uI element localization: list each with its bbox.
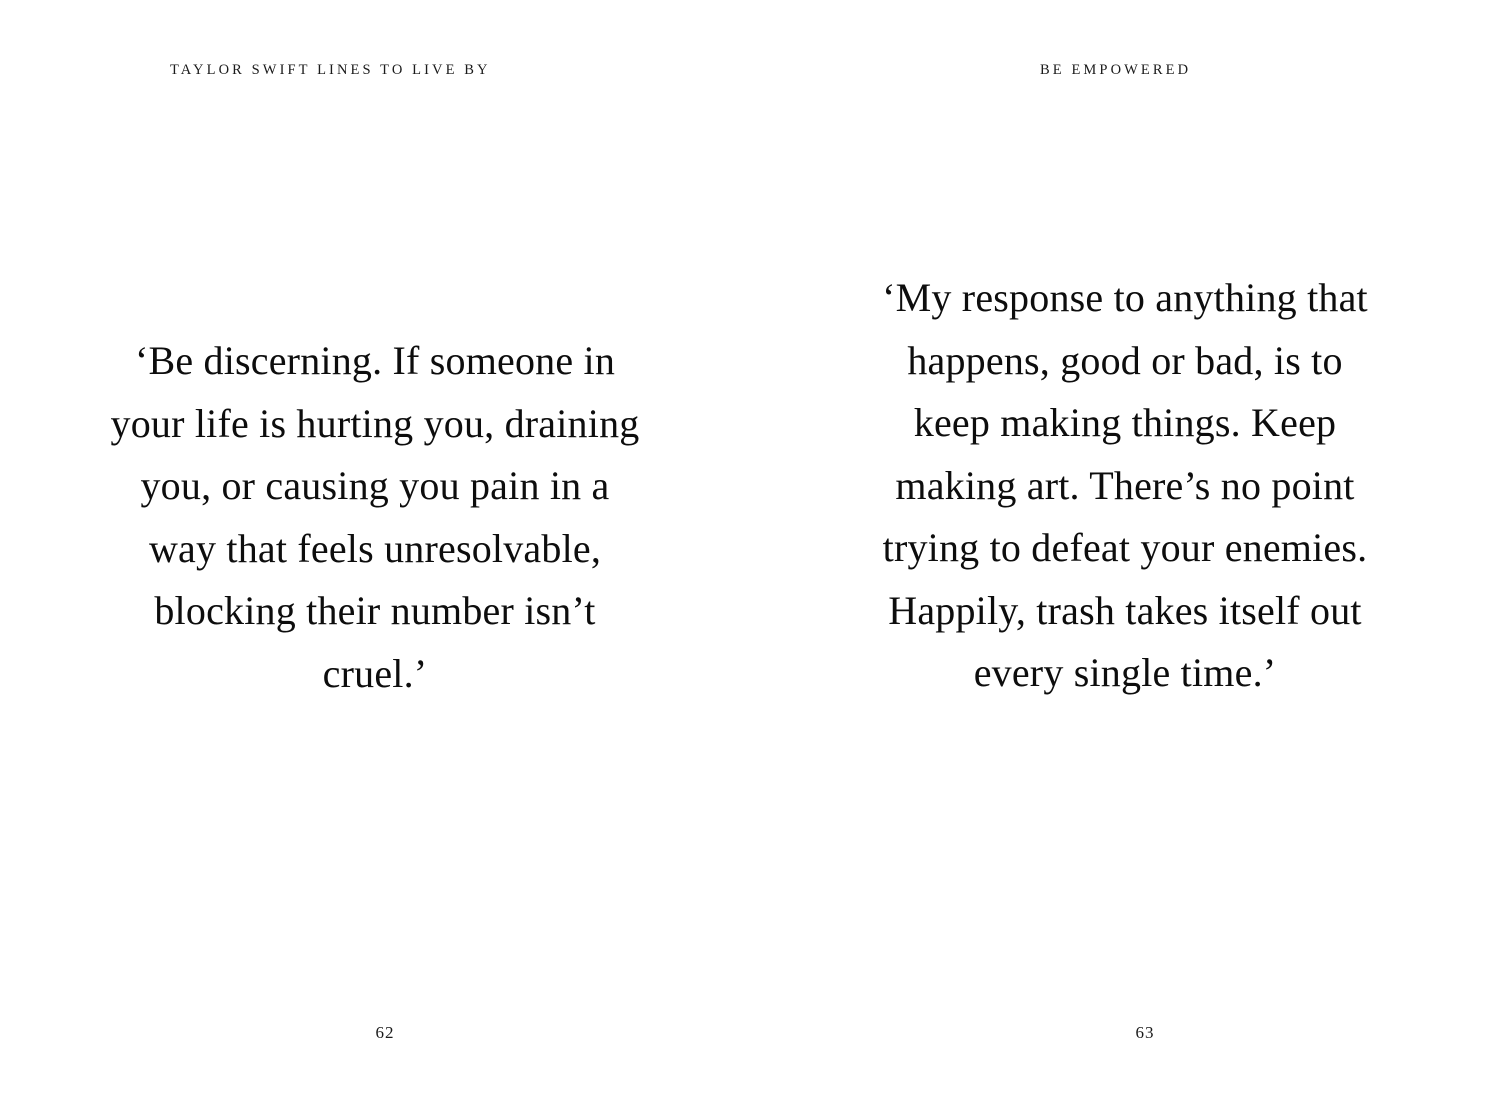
page-right: [750, 0, 1500, 1098]
quote-text-right: ‘My response to anything that happens, good or bad, is to keep making things. Keep making art. There’s no point trying to defeat your enemies. Happily, trash takes itself out every single time.’: [882, 275, 1368, 695]
quote-block-right: [750, 267, 1500, 705]
running-head-left: TAYLOR SWIFT LINES TO LIVE BY: [170, 62, 491, 78]
quote-block-left: [0, 330, 750, 705]
page-number-left: 62: [375, 1023, 395, 1042]
quote-text-left: ‘Be discerning. If someone in your life is hurting you, draining you, or causing you pain in a way that feels unresolvable, blocking their number isn’t cruel.’: [110, 338, 640, 696]
page-number-right: 63: [1135, 1023, 1155, 1042]
running-head-right: BE EMPOWERED: [1040, 62, 1192, 78]
